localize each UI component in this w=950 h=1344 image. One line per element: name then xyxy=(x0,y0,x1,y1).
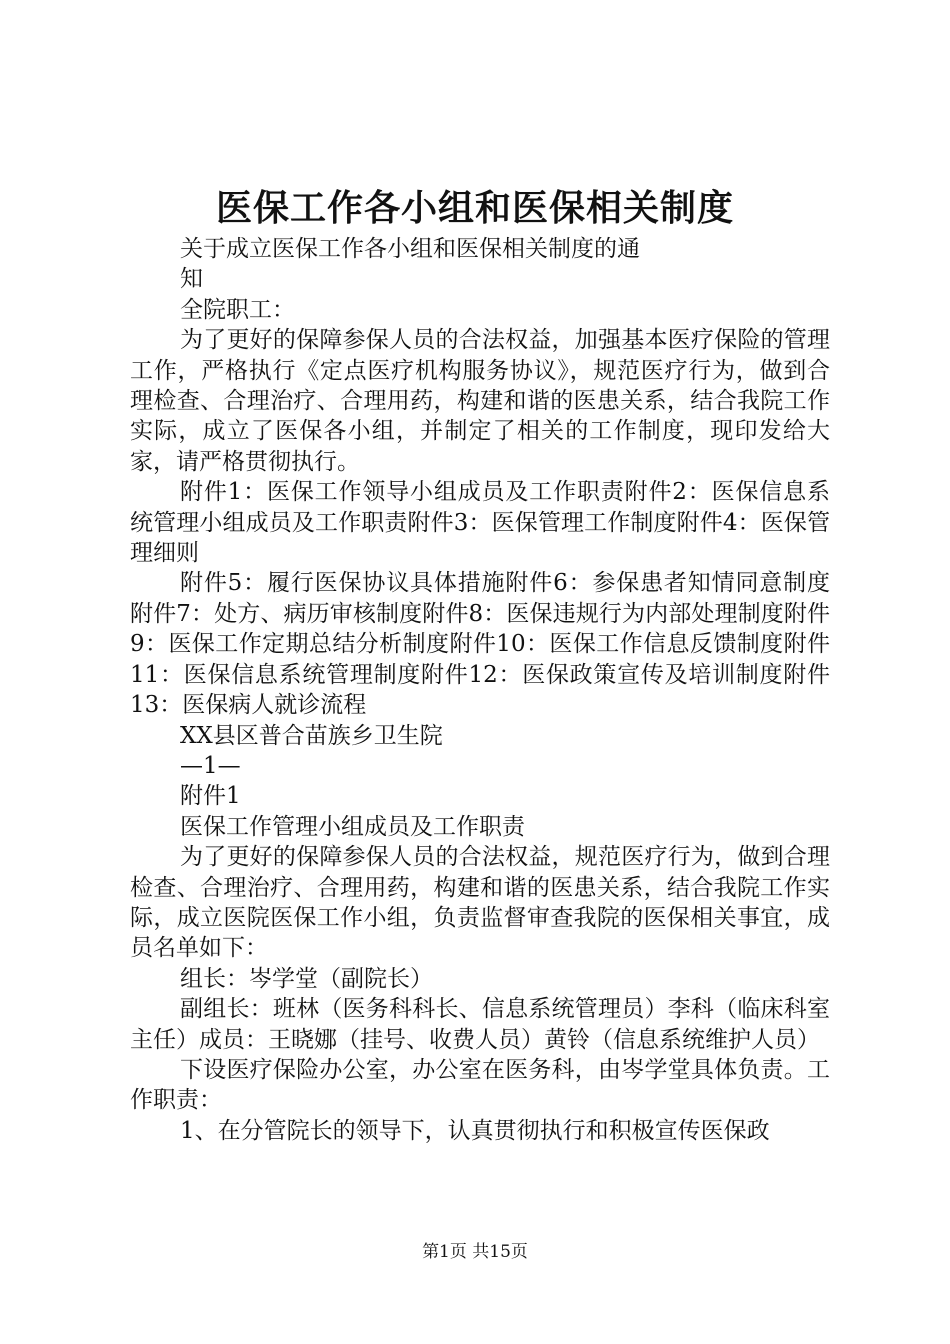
salutation: 全院职工： xyxy=(180,296,295,323)
section-intro-paragraph: 为了更好的保障参保人员的合法权益，规范医疗行为，做到合理检查、合理治疗、合理用药，构建和谐的医患关系，结合我院工作实际，成立医院医保工作小组，负责监督审查我院的医保相关事宜，成员名单如下： xyxy=(130,844,830,962)
attachments-list-2: 附件5：履行医保协议具体措施附件6：参保患者知情同意制度附件7：处方、病历审核制度附件8：医保违规行为内部处理制度附件9：医保工作定期总结分析制度附件10：医保工作信息反馈制度附件11：医保信息系统管理制度附件12：医保政策宣传及培训制度附件13：医保病人就诊流程 xyxy=(130,570,830,719)
intro-paragraph: 为了更好的保障参保人员的合法权益，加强基本医疗保险的管理工作，严格执行《定点医疗机构服务协议》，规范医疗行为，做到合理检查、合理治疗、合理用药，构建和谐的医患关系，结合我院工作实际，成立了医保各小组，并制定了相关的工作制度，现印发给大家，请严格贯彻执行。 xyxy=(130,327,830,475)
notice-heading-line-1: 关于成立医保工作各小组和医保相关制度的通 xyxy=(180,236,640,262)
document-title: 医保工作各小组和医保相关制度 xyxy=(215,187,734,229)
inline-page-number: —1— xyxy=(180,752,241,779)
page-footer: 第1页 共15页 xyxy=(422,1242,528,1262)
section-heading: 医保工作管理小组成员及工作职责 xyxy=(180,813,525,840)
issuer-name: XX县区普合苗族乡卫生院 xyxy=(180,722,443,749)
document-body xyxy=(130,234,830,1146)
attachments-list-1: 附件1：医保工作领导小组成员及工作职责附件2：医保信息系统管理小组成员及工作职责附件3：医保管理工作制度附件4：医保管理细则 xyxy=(130,479,830,567)
notice-heading-line-2: 知 xyxy=(180,266,203,293)
group-members: 副组长：班林（医务科科长、信息系统管理员）李科（临床科室主任）成员：王晓娜（挂号、收费人员）黄铃（信息系统维护人员） xyxy=(130,996,830,1053)
attachment-label: 附件1 xyxy=(180,783,241,810)
group-leader: 组长：岑学堂（副院长） xyxy=(180,965,433,992)
office-paragraph: 下设医疗保险办公室，办公室在医务科，由岑学堂具体负责。工作职责： xyxy=(130,1056,830,1114)
duty-item-1: 1、在分管院长的领导下，认真贯彻执行和积极宣传医保政 xyxy=(180,1117,770,1144)
